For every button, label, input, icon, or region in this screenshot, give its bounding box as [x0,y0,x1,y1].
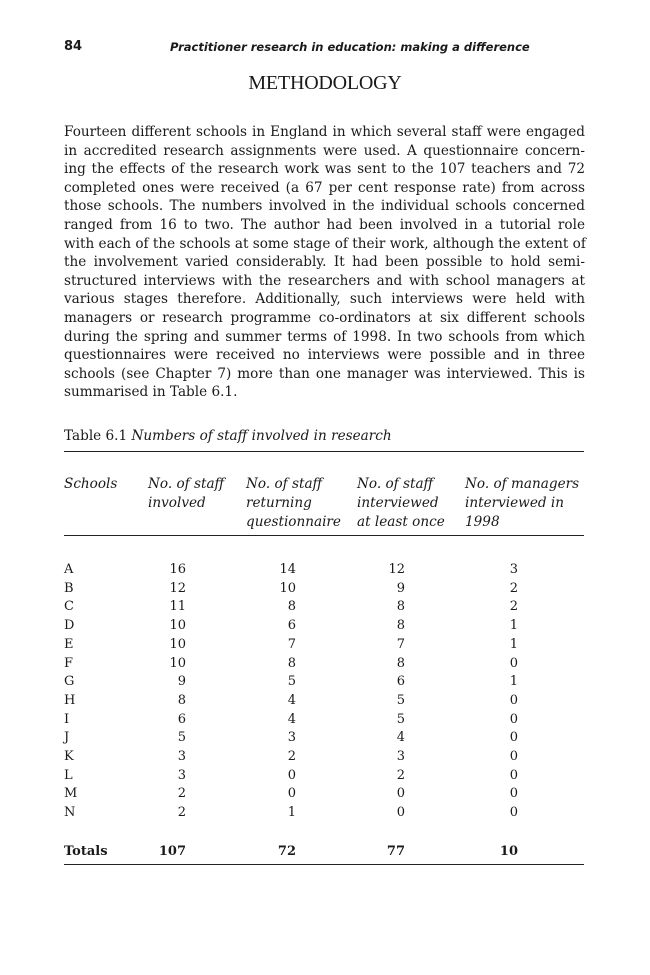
column-header-line: No. of managers [465,476,580,492]
school-label: M [64,786,78,802]
table-cell: 8 [396,599,405,615]
table-cell: 5 [396,692,405,708]
body-paragraph [64,123,585,402]
table-cell: 0 [509,786,518,802]
table-cell: 3 [177,767,186,783]
table-cell: 10 [169,618,186,634]
table-cell: 5 [396,711,405,727]
body-line: schools (see Chapter 7) more than one manager was interviewed. This is [64,365,585,382]
school-label: D [64,618,75,634]
table-cell: 8 [287,599,296,615]
table-cell: 2 [177,786,186,802]
body-line: summarised in Table 6.1. [64,384,238,401]
table-cell: 4 [287,692,296,708]
column-header-line: returning [246,495,312,511]
table-cell: 3 [287,730,296,746]
table-cell: 2 [509,599,518,615]
table-header-rule [64,535,584,536]
table-cell: 2 [396,767,405,783]
table-cell: 3 [177,749,186,764]
table-cell: 0 [396,805,405,821]
running-head: Practitioner research in education: making a difference [170,40,530,54]
table-caption [64,428,392,444]
column-header-line: interviewed in [465,495,564,511]
table-cell: 0 [287,767,296,783]
school-label: J [64,730,70,746]
table-cell: 2 [509,580,518,596]
table-cell: 8 [287,655,296,671]
table-cell: 2 [287,749,296,764]
body-line: ing the effects of the research work was sent to the 107 teachers and 72 [64,161,585,178]
table-cell: 0 [509,767,518,783]
table-cell: 0 [509,655,518,671]
column-header-line: interviewed [357,495,439,511]
school-label: G [64,674,75,690]
school-label: N [64,805,76,821]
table-cell: 9 [396,580,405,596]
totals-cell: 77 [386,844,405,859]
table-cell: 14 [279,562,296,577]
table-cell: 0 [287,786,296,802]
totals-cell: 10 [499,844,518,859]
table-caption-label: Table 6.1 [64,428,128,444]
column-header-line: No. of staff [246,476,323,492]
school-label: A [64,562,74,577]
table-cell: 10 [169,636,186,652]
body-line: various stages therefore. Additionally, such interviews were held with [64,291,585,308]
body-line: the involvement varied considerably. It had been possible to hold semi- [64,254,585,271]
table-cell: 6 [287,618,296,634]
column-header-line: No. of staff [357,476,434,492]
column-header-line: 1998 [465,514,500,530]
table-cell: 0 [509,711,518,727]
column-header-line: questionnaire [246,514,341,530]
column-header-line: No. of staff [148,476,225,492]
school-label: K [64,749,74,764]
table-cell: 4 [287,711,296,727]
table-cell: 10 [279,580,296,596]
table-cell: 8 [396,618,405,634]
table-cell: 3 [396,749,405,764]
totals-label: Totals [64,844,108,859]
table-cell: 0 [509,730,518,746]
column-header-line: at least once [357,514,445,530]
table-cell: 6 [177,711,186,727]
table-cell: 0 [509,749,518,764]
table-cell: 8 [177,692,186,708]
table-bottom-rule [64,864,584,865]
body-line: questionnaires were received no interviews were possible and in three [64,347,585,364]
table-cell: 11 [169,599,186,615]
school-label: F [64,655,74,671]
table-cell: 0 [509,805,518,821]
column-header-line: involved [148,495,206,511]
body-line: in accredited research assignments were used. A questionnaire concern- [64,142,585,159]
section-title: METHODOLOGY [248,72,402,94]
body-line: those schools. The numbers involved in the individual schools concerned [64,198,585,215]
table-cell: 10 [169,655,186,671]
body-line: ranged from 16 to two. The author had been involved in a tutorial role [64,216,585,233]
totals-cell: 107 [158,844,186,859]
table-cell: 1 [287,805,296,821]
table-cell: 12 [388,562,405,577]
table-cell: 0 [396,786,405,802]
table-cell: 16 [169,562,186,577]
totals-cell: 72 [277,844,296,859]
school-label: I [64,711,70,727]
table-cell: 1 [509,674,518,690]
body-line: structured interviews with the researchers and with school managers at [64,272,585,289]
school-label: L [64,767,73,783]
body-line: managers or research programme co-ordinators at six different schools [64,309,585,326]
table-cell: 7 [287,636,296,652]
table-cell: 12 [169,580,186,596]
school-label: C [64,599,74,615]
table-cell: 5 [287,674,296,690]
table-top-rule [64,451,584,452]
table-cell: 6 [396,674,405,690]
table-cell: 0 [509,692,518,708]
table-cell: 4 [396,730,405,746]
table-cell: 3 [509,562,518,577]
table-cell: 9 [177,674,186,690]
table-cell: 1 [509,618,518,634]
school-label: B [64,580,74,596]
school-label: E [64,636,74,652]
column-header-line: Schools [64,476,118,492]
school-label: H [64,692,76,708]
table-cell: 7 [396,636,405,652]
body-line: completed ones were received (a 67 per cent response rate) from across [64,179,585,196]
table-cell: 2 [177,805,186,821]
body-line: during the spring and summer terms of 1998. In two schools from which [64,328,585,345]
table-caption-title: Numbers of staff involved in research [131,428,392,444]
page-number: 84 [64,39,83,54]
body-line: with each of the schools at some stage of their work, although the extent of [64,235,586,252]
table-cell: 1 [509,636,518,652]
body-line: Fourteen different schools in England in which several staff were engaged [64,124,585,140]
table-cell: 5 [177,730,186,746]
table-cell: 8 [396,655,405,671]
